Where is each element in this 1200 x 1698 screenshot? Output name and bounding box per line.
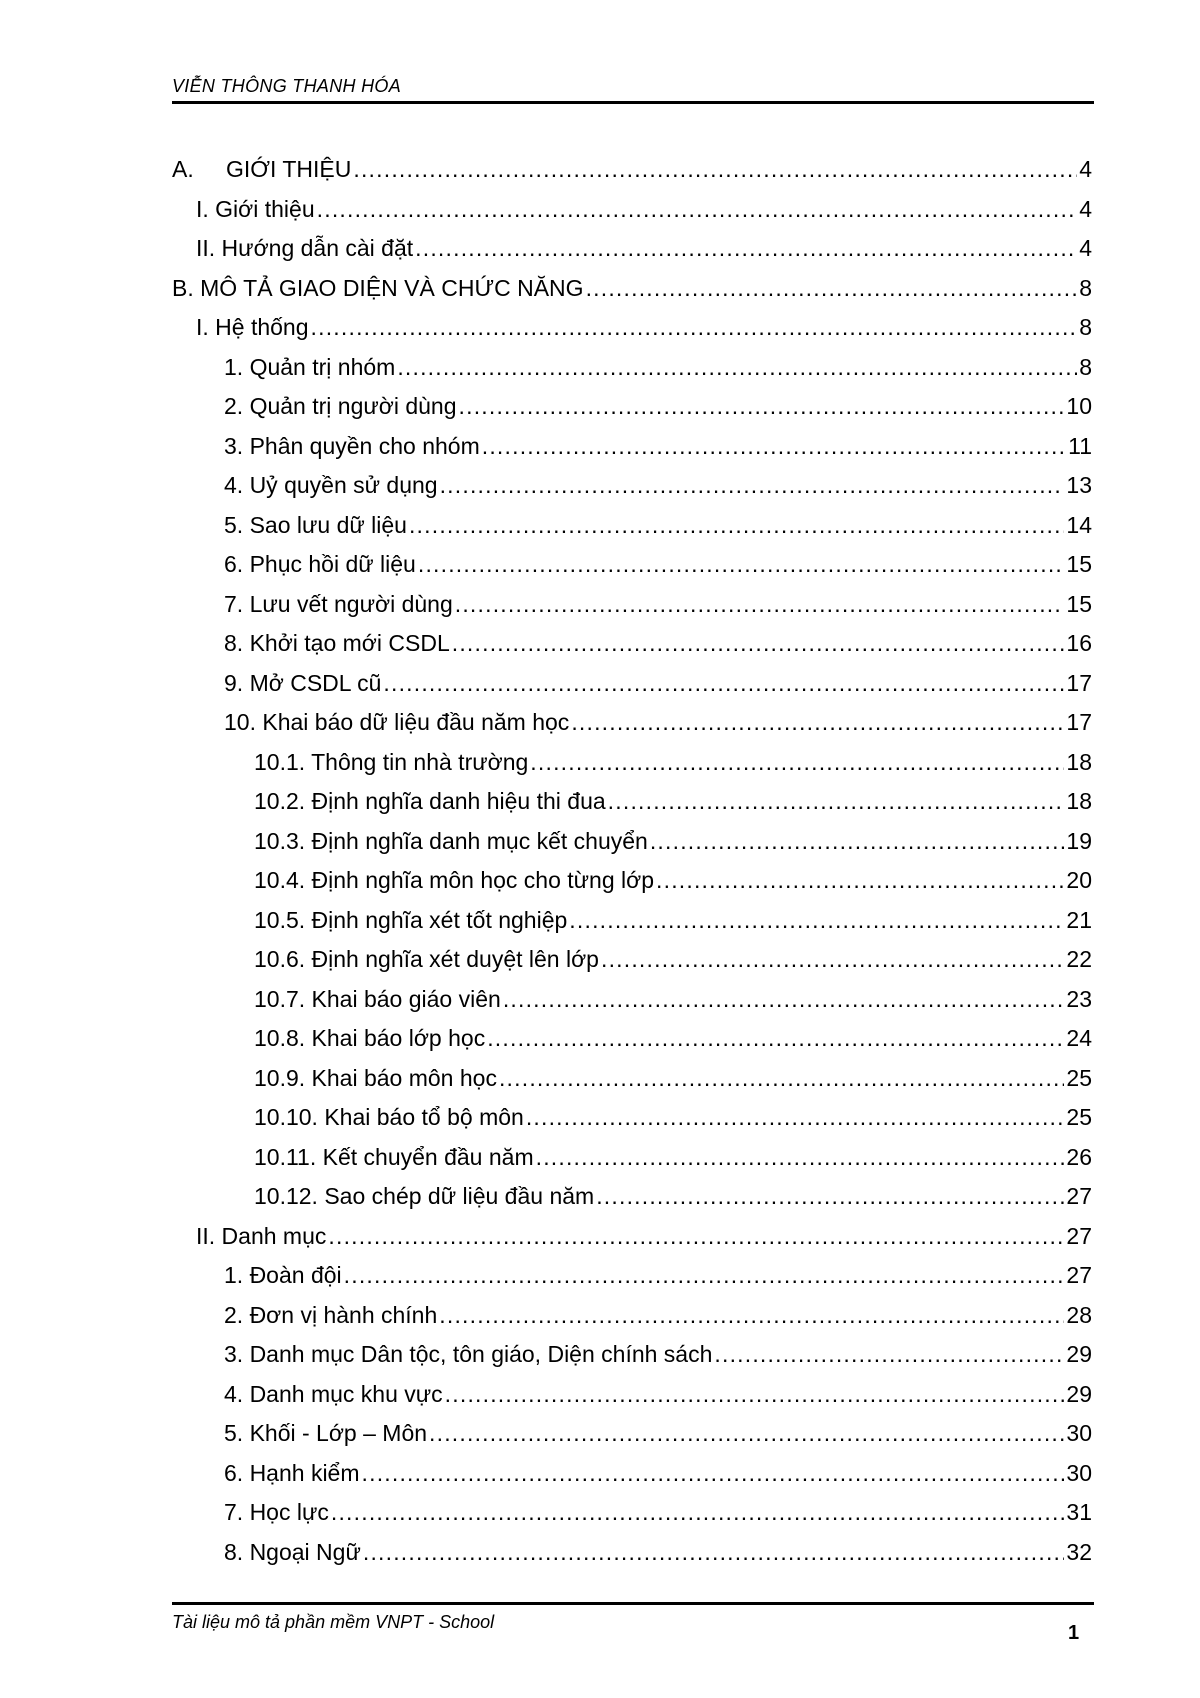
- toc-dot-leader: [596, 1183, 1064, 1210]
- toc-entry-page: 14: [1066, 511, 1092, 538]
- toc-entry-title: 10.5. Định nghĩa xét tốt nghiệp: [254, 906, 568, 933]
- toc-entry-page: 26: [1066, 1143, 1092, 1170]
- toc-dot-leader: [656, 867, 1064, 894]
- toc-dot-leader: [714, 1341, 1064, 1368]
- toc-dot-leader: [353, 156, 1077, 183]
- toc-entry[interactable]: [172, 1144, 1092, 1184]
- toc-dot-leader: [586, 275, 1078, 302]
- toc-entry-page: 16: [1066, 630, 1092, 656]
- toc-entry-page: 8: [1079, 353, 1092, 380]
- toc-entry-text: GIỚI THIỆU: [226, 156, 352, 182]
- toc-entry-page: 20: [1066, 867, 1092, 893]
- toc-entry[interactable]: [172, 630, 1092, 670]
- toc-entry-title: 10.8. Khai báo lớp học: [254, 1025, 486, 1051]
- page-number: 1: [1068, 1622, 1080, 1644]
- toc-entry-title: 5. Khối - Lớp – Môn: [224, 1420, 428, 1446]
- toc-entry-page: 10: [1066, 393, 1092, 419]
- toc-entry-title: 7. Học lực: [224, 1499, 329, 1525]
- toc-entry[interactable]: [172, 946, 1092, 986]
- toc-entry-title: 10. Khai báo dữ liệu đầu năm học: [224, 709, 570, 735]
- table-of-contents: [172, 156, 1092, 1578]
- toc-entry-page: 11: [1068, 432, 1092, 459]
- toc-entry-title: 10.6. Định nghĩa xét duyệt lên lớp: [254, 946, 599, 972]
- header-title: VIỄN THÔNG THANH HÓA: [172, 76, 402, 96]
- toc-entry-title: 1. Đoàn đội: [224, 1262, 342, 1288]
- toc-entry-page: 25: [1066, 1104, 1092, 1130]
- toc-entry-page: 29: [1066, 1380, 1092, 1407]
- toc-dot-leader: [503, 986, 1065, 1013]
- header-divider: [172, 101, 1094, 104]
- toc-entry-page: 24: [1066, 1025, 1092, 1051]
- toc-entry[interactable]: [172, 512, 1092, 552]
- toc-entry[interactable]: [172, 986, 1092, 1026]
- toc-entry[interactable]: [172, 907, 1092, 947]
- toc-dot-leader: [569, 907, 1064, 934]
- toc-entry-title: B. MÔ TẢ GIAO DIỆN VÀ CHỨC NĂNG: [172, 274, 584, 301]
- toc-entry[interactable]: [172, 1183, 1092, 1223]
- toc-dot-leader: [452, 630, 1065, 657]
- toc-entry-page: 8: [1079, 314, 1092, 340]
- toc-dot-leader: [440, 472, 1065, 499]
- toc-entry-title: 10.11. Kết chuyển đầu năm: [254, 1143, 534, 1170]
- toc-entry-page: 27: [1066, 1183, 1092, 1209]
- toc-dot-leader: [363, 1539, 1065, 1566]
- toc-dot-leader: [429, 1420, 1064, 1447]
- toc-entry-title: II. Hướng dẫn cài đặt: [196, 235, 414, 261]
- toc-entry-page: 13: [1066, 472, 1092, 498]
- toc-entry-page: 25: [1066, 1064, 1092, 1091]
- toc-dot-leader: [526, 1104, 1065, 1131]
- footer-title: Tài liệu mô tả phần mềm VNPT - School: [172, 1612, 495, 1632]
- toc-entry-page: 19: [1066, 827, 1092, 854]
- toc-entry-title: II. Danh mục: [196, 1222, 327, 1249]
- toc-entry[interactable]: [172, 828, 1092, 868]
- toc-entry[interactable]: [172, 591, 1092, 631]
- toc-dot-leader: [317, 196, 1078, 223]
- toc-dot-leader: [397, 354, 1077, 381]
- toc-dot-leader: [445, 1381, 1065, 1408]
- toc-entry-title: 6. Phục hồi dữ liệu: [224, 551, 416, 577]
- toc-entry[interactable]: [172, 788, 1092, 828]
- toc-entry-page: 21: [1066, 906, 1092, 933]
- toc-dot-leader: [499, 1065, 1064, 1092]
- toc-entry[interactable]: [172, 1065, 1092, 1105]
- toc-entry[interactable]: [172, 1223, 1092, 1263]
- toc-dot-leader: [331, 1499, 1065, 1526]
- toc-dot-leader: [459, 393, 1065, 420]
- toc-dot-leader: [530, 749, 1064, 776]
- toc-entry[interactable]: [172, 1341, 1092, 1381]
- toc-entry-title: 2. Đơn vị hành chính: [224, 1301, 438, 1328]
- toc-entry[interactable]: [172, 314, 1092, 354]
- toc-entry-title: 10.12. Sao chép dữ liệu đầu năm: [254, 1183, 595, 1209]
- toc-dot-leader: [536, 1144, 1065, 1171]
- toc-entry-page: 17: [1066, 709, 1092, 735]
- toc-dot-leader: [439, 1302, 1064, 1329]
- toc-dot-leader: [311, 314, 1078, 341]
- toc-entry-title: 10.10. Khai báo tổ bộ môn: [254, 1104, 524, 1130]
- toc-entry-page: 23: [1066, 985, 1092, 1012]
- toc-entry-title: I. Giới thiệu: [196, 195, 315, 222]
- toc-entry-title: 8. Khởi tạo mới CSDL: [224, 630, 450, 656]
- toc-dot-leader: [455, 591, 1065, 618]
- toc-entry-title: 10.7. Khai báo giáo viên: [254, 985, 501, 1012]
- toc-entry[interactable]: [172, 1262, 1092, 1302]
- toc-entry-page: 29: [1066, 1341, 1092, 1367]
- toc-entry[interactable]: [172, 551, 1092, 591]
- toc-entry-title: [172, 156, 353, 183]
- toc-dot-leader: [482, 433, 1066, 460]
- toc-entry-title: 3. Phân quyền cho nhóm: [224, 432, 480, 459]
- toc-entry-page: 15: [1066, 590, 1092, 617]
- toc-dot-leader: [601, 946, 1064, 973]
- toc-entry-title: 10.1. Thông tin nhà trường: [254, 748, 529, 775]
- toc-entry-title: 7. Lưu vết người dùng: [224, 590, 453, 617]
- toc-entry-title: 2. Quản trị người dùng: [224, 393, 457, 419]
- toc-entry-page: 32: [1066, 1538, 1092, 1565]
- toc-entry[interactable]: [172, 1420, 1092, 1460]
- toc-entry[interactable]: [172, 275, 1092, 315]
- toc-entry-title: 10.9. Khai báo môn học: [254, 1064, 497, 1091]
- toc-entry[interactable]: [172, 1302, 1092, 1342]
- toc-entry[interactable]: [172, 749, 1092, 789]
- toc-entry[interactable]: [172, 1381, 1092, 1421]
- toc-entry[interactable]: [172, 867, 1092, 907]
- toc-entry-title: 10.4. Định nghĩa môn học cho từng lớp: [254, 867, 655, 893]
- toc-entry-page: 27: [1066, 1222, 1092, 1249]
- toc-entry-title: 5. Sao lưu dữ liệu: [224, 511, 407, 538]
- toc-dot-leader: [608, 788, 1065, 815]
- toc-entry-title: 10.2. Định nghĩa danh hiệu thi đua: [254, 788, 606, 814]
- toc-entry-title: 4. Danh mục khu vực: [224, 1380, 443, 1407]
- toc-entry-title: 9. Mở CSDL cũ: [224, 669, 382, 696]
- toc-dot-leader: [344, 1262, 1065, 1289]
- toc-dot-leader: [650, 828, 1065, 855]
- toc-entry-page: 30: [1066, 1420, 1092, 1446]
- toc-entry[interactable]: [172, 1025, 1092, 1065]
- toc-entry-page: 4: [1079, 195, 1092, 222]
- toc-dot-leader: [571, 709, 1064, 736]
- toc-entry[interactable]: [172, 1460, 1092, 1500]
- toc-entry[interactable]: [172, 670, 1092, 710]
- toc-entry-page: 15: [1066, 551, 1092, 577]
- toc-entry-page: 4: [1079, 156, 1092, 182]
- toc-entry-page: 8: [1079, 274, 1092, 301]
- toc-entry-page: 18: [1066, 788, 1092, 814]
- toc-entry-title: I. Hệ thống: [196, 314, 309, 340]
- toc-entry-page: 17: [1066, 669, 1092, 696]
- toc-entry-page: 27: [1066, 1262, 1092, 1288]
- toc-entry[interactable]: [172, 235, 1092, 275]
- toc-entry-title: 1. Quản trị nhóm: [224, 353, 396, 380]
- toc-entry[interactable]: [172, 156, 1092, 196]
- toc-entry-label: A.: [172, 156, 194, 182]
- toc-dot-leader: [487, 1025, 1064, 1052]
- toc-dot-leader: [415, 235, 1077, 262]
- toc-entry-page: 30: [1066, 1459, 1092, 1486]
- toc-entry-page: 22: [1066, 946, 1092, 972]
- toc-entry[interactable]: [172, 393, 1092, 433]
- toc-dot-leader: [409, 512, 1064, 539]
- toc-dot-leader: [383, 670, 1064, 697]
- toc-entry-title: 6. Hạnh kiểm: [224, 1459, 360, 1486]
- toc-entry[interactable]: [172, 433, 1092, 473]
- toc-entry-page: 18: [1066, 748, 1092, 775]
- toc-entry[interactable]: [172, 709, 1092, 749]
- toc-entry[interactable]: [172, 1499, 1092, 1539]
- toc-entry-title: 3. Danh mục Dân tộc, tôn giáo, Diện chính sách: [224, 1341, 713, 1367]
- toc-dot-leader: [362, 1460, 1065, 1487]
- toc-entry[interactable]: [172, 196, 1092, 236]
- toc-entry-title: 4. Uỷ quyền sử dụng: [224, 472, 438, 498]
- toc-entry-page: 31: [1066, 1499, 1092, 1525]
- toc-dot-leader: [328, 1223, 1064, 1250]
- footer-divider: [172, 1602, 1094, 1605]
- toc-entry-page: 28: [1066, 1301, 1092, 1328]
- toc-entry[interactable]: [172, 1104, 1092, 1144]
- toc-entry-title: 8. Ngoại Ngữ: [224, 1538, 361, 1565]
- toc-dot-leader: [418, 551, 1065, 578]
- toc-entry[interactable]: [172, 1539, 1092, 1579]
- toc-entry[interactable]: [172, 472, 1092, 512]
- page-header: [172, 76, 1094, 97]
- toc-entry[interactable]: [172, 354, 1092, 394]
- toc-entry-page: 4: [1079, 235, 1092, 261]
- toc-entry-title: 10.3. Định nghĩa danh mục kết chuyển: [254, 827, 648, 854]
